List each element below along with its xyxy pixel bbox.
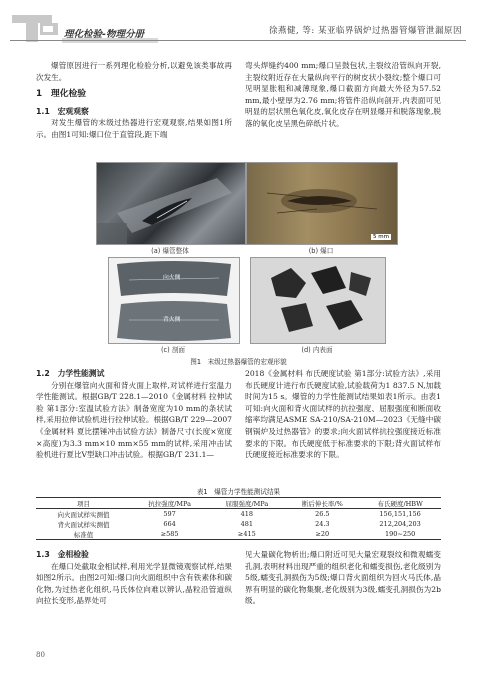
figure-1-caption: 图1 末级过热器爆管的宏观形貌 [190,358,287,366]
section-1-2-right [245,368,441,461]
table-row [36,509,441,520]
table-cell: ≥585 [131,529,208,540]
table-header-hardness: 布氏硬度/HBW [359,498,441,509]
section-1-1-paragraph: 对发生爆管的末级过热器进行宏观观察,结果如图1所示。由图1可知:爆口位于直管段,距下端 [36,118,232,139]
section-1-3-left [36,549,232,607]
header-rule [10,40,466,41]
page-number: 80 [36,651,45,659]
label-back-side: 背火侧 [163,317,181,323]
intro-paragraph: 爆管原因进行一系列理化检验分析,以避免该类事故再次发生。 [36,61,232,82]
mechanical-properties-table [36,497,441,540]
table-header-yield: 屈服强度/MPa [208,498,285,509]
table-cell: 664 [163,520,176,528]
subfigure-c-caption: (c) 剖面 [160,346,186,354]
journal-name: 理化检验-物理分册 [64,29,144,40]
section-1-3-paragraph: 在爆口处截取金相试样,利用光学显微镜观察试样,结果如图2所示。由图2可知:爆口向火面组织中含有铁素体和碳化物,为过热老化组织,马氏体位向难以辨认,晶粒沿管道纵向拉长变形,晶界处可 [36,561,232,606]
section-1-1-heading: 1.1 宏观观察 [36,106,89,116]
journal-logo [10,12,64,42]
table-1-caption: 表1 爆管力学性能测试结果 [196,488,281,496]
table-cell: 481 [240,520,254,528]
photo-burst-opening [246,162,398,245]
table-cell: 26.5 [315,510,330,518]
table-header-item: 项目 [36,498,131,509]
subfigure-d-caption: (d) 内表面 [301,346,333,354]
table-cell: 标准值 [36,529,131,540]
table-cell: 156,151,156 [379,510,421,518]
cross-section-illustration [109,258,239,343]
subfigure-b-caption: (b) 爆口 [308,247,334,255]
photo-burst-pipe-overall [96,162,246,245]
photo-inner-surface [250,257,386,344]
section-1-3-heading: 1.3 金相检验 [36,550,89,559]
photo-cross-section [108,257,240,344]
table-cell: 24.3 [315,520,330,528]
right-column-top [245,60,441,130]
table-cell: 418 [240,510,254,518]
section-1-3-right [245,549,441,607]
burst-opening-illustration [247,163,397,244]
section-1-2-left [36,368,232,461]
table-cell: 597 [163,510,176,518]
section-1-heading: 1 理化检验 [36,89,87,100]
running-title: 徐燕健, 等: 某亚临界锅炉过热器管爆管泄漏原因 [269,26,462,36]
section-1-2-continued: 2018《金属材料 布氏硬度试验 第1部分:试验方法》,采用布氏硬度计进行布氏硬度试验,试验载荷为1 837.5 N,加载时间为15 s。爆管的力学性能测试结果如表1所示。由表1可知:向火面和背火面试样的抗拉强度、屈服强度和断面收缩率均满足ASME SA-210/SA-210M—2023《无缝中碳钢锅炉及过热器管》的要求;向火面试样抗拉强度接近标准要求的下限。布氏硬度低于标准要求的下限;背火面试样布氏硬度接近标准要求的下限。 [245,369,441,460]
burst-pipe-overall-illustration [97,163,245,244]
inner-surface-illustration [251,258,385,343]
table-cell: 向火面试样实测值 [57,510,110,519]
section-1-3-continued: 见大量碳化物析出;爆口附近可见大量宏观裂纹和微观蠕变孔洞,表明材料出现严重的组织老化和蠕变损伤,老化级别为5级,蠕变孔洞损伤为5级;爆口背火面组织为回火马氏体,晶界有明显的碳化物集聚,老化级别为3级,蠕变孔洞损伤为2b级。 [245,550,441,606]
table-cell: 190~250 [359,529,441,540]
table-row [36,519,441,529]
table-header-elongation: 断后伸长率/% [285,498,359,509]
subfigure-a-caption: (a) 爆管整体 [151,247,189,255]
section-1-1-continued: 弯头焊缝约400 mm;爆口呈鼓包状,主裂纹沿管纵向开裂,主裂纹附近存在大量纵向平行的树皮状小裂纹;整个爆口可见明显胀粗和减薄现象,爆口截面方向最大外径为57.52 mm,最小壁厚为2.76 mm;将管件沿纵向剖开,内表面可见明显的层状黑色氧化皮,氧化皮存在明显爆开和脱落现象,脱落的氧化皮呈黑色碎纸片状。 [245,61,441,128]
section-1-2-paragraph: 分别在爆管向火面和背火面上取样,对试样进行室温力学性能测试。根据GB/T 228.1—2010《金属材料 拉伸试验 第1部分:室温试验方法》制备宽度为10 mm的条状试样,采用拉伸试验机进行拉伸试验。根据GB/T 229—2007《金属材料 夏比摆锤冲击试验方法》制备尺寸(长度×宽度×高度)为3.3 mm×10 mm×55 mm的试样,采用冲击试验机进行夏比V型缺口冲击试验。根据GB/T 231.1— [36,380,232,460]
section-1-2-heading: 1.2 力学性能测试 [36,369,105,378]
table-cell: 背火面试样实测值 [57,520,110,529]
table-cell: ≥20 [285,529,359,540]
label-fire-side: 向火侧 [163,275,181,281]
table-row [36,529,441,540]
table-cell: ≥415 [208,529,285,540]
scale-bar-label: 5 mm [373,234,389,240]
left-column-top [36,60,232,141]
table-header-tensile: 抗拉强度/MPa [131,498,208,509]
table-cell: 212,204,203 [379,520,421,528]
